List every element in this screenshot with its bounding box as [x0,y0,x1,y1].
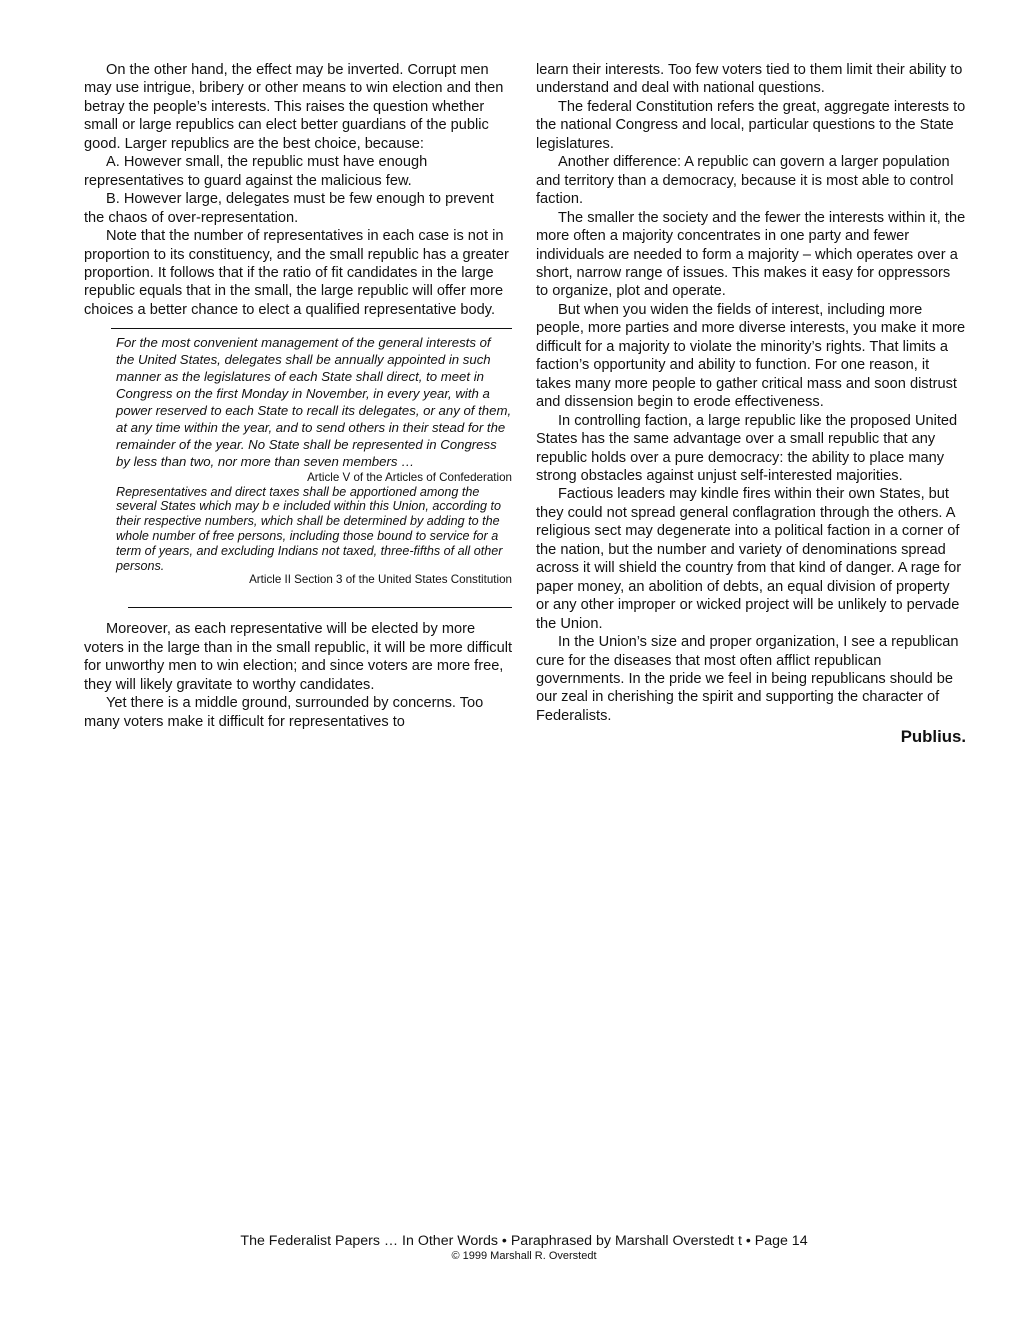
paragraph: On the other hand, the effect may be inverted. Corrupt men may use intrigue, bribery or other means to win election and then betray the people’s interests. This raises the question whether small or large republics can elect better guardians of the public good. Larger republics are the best choice, because: [84,62,504,152]
quote-citation: Article V of the Articles of Confederation [307,470,512,484]
quote-citation: Article II Section 3 of the United States Constitution [249,573,512,587]
sidebar-top-rule [111,328,512,329]
paragraph: The smaller the society and the fewer the interests within it, the more often a majority concentrates in one party and fewer individuals are needed to form a majority – which operates over a short, narrow range of issues. This makes it easy for oppressors to organize, plot and operate. [536,209,966,300]
paragraph: Yet there is a middle ground, surrounded by concerns. Too many voters make it difficult for representatives to [84,695,484,730]
paragraph: A. However small, the republic must have enough representatives to guard against the malicious few. [84,154,428,189]
paragraph: Factious leaders may kindle fires within their own States, but they could not spread general conflagration through the others. A religious sect may degenerate into a political faction in a corner of the nation, but the number and variety of denominations spread across it will shield the country from that kind of danger. A rage for paper money, an abolition of debts, an equal division of property or any other improper or wicked project will be unlikely to pervade the Union. [536,486,962,632]
paragraph: In controlling faction, a large republic like the proposed United States has the same advantage over a small republic that any republic holds over a pure democracy: the ability to place many strong obstacles against unjust self-interested majorities. [536,412,958,484]
right-column [536,61,966,748]
left-column [84,61,512,731]
paragraph: learn their interests. Too few voters tied to them limit their ability to understand and deal with national questions. [536,62,963,97]
quote-articles-of-confederation: For the most convenient management of the general interests of the United States, delegates shall be annually appointed in such manner as the legislatures of each State shall direct, to meet in Congress on the first Monday in November, in every year, with a power reserved to each State to recall its delegates, or any of them, at any time within the year, and to send others in their stead for the remainder of the year. No State shall be represented in Congress by less than two, nor more than seven members … [116,335,512,469]
paragraph: But when you widen the fields of interest, including more people, more parties and more diverse interests, you make it more difficult for a majority to violate the minority’s rights. That limits a faction’s opportunity and ability to function. For one reason, it takes many more people to gather critical mass and soon distrust and dissension begin to erode effectiveness. [536,301,966,411]
footer-title: The Federalist Papers … In Other Words • Paraphrased by Marshall Overstedt t • Page 14 [240,1233,808,1249]
paragraph: B. However large, delegates must be few enough to prevent the chaos of over-representation. [84,191,494,226]
footer-copyright: © 1999 Marshall R. Overstedt [451,1250,597,1262]
signature: Publius. [900,727,966,747]
page-footer [0,1232,1024,1263]
paragraph: The federal Constitution refers the great, aggregate interests to the national Congress and local, particular questions to the State legislatures. [536,98,966,152]
quote-constitution: Representatives and direct taxes shall be apportioned among the several States which may b e included within this Union, according to their respective numbers, which shall be determined by adding to the whole number of free persons, including those bound to service for a term of years, and excluding Indians not taxed, three-fifths of all other persons. [116,484,503,573]
paragraph: In the Union’s size and proper organization, I see a republican cure for the diseases that most often afflict republican governments. In the pride we feel in being republicans should be our zeal in cherishing the spirit and supporting the character of Federalists. [536,634,959,724]
paragraph: Note that the number of representatives in each case is not in proportion to its constituency, and the small republic has a greater proportion. It follows that if the ratio of fit candidates in the large republic equals that in the small, the large republic will offer more choices a better chance to elect a qualified representative body. [84,228,509,318]
paragraph: Another difference: A republic can govern a larger population and territory than a democracy, because it is most able to control faction. [536,154,954,208]
sidebar-bottom-rule [128,607,512,608]
paragraph: Moreover, as each representative will be elected by more voters in the large than in the small republic, it will be more difficult for unworthy men to win election; and since voters are more free, they will likely gravitate to worthy candidates. [84,621,513,693]
